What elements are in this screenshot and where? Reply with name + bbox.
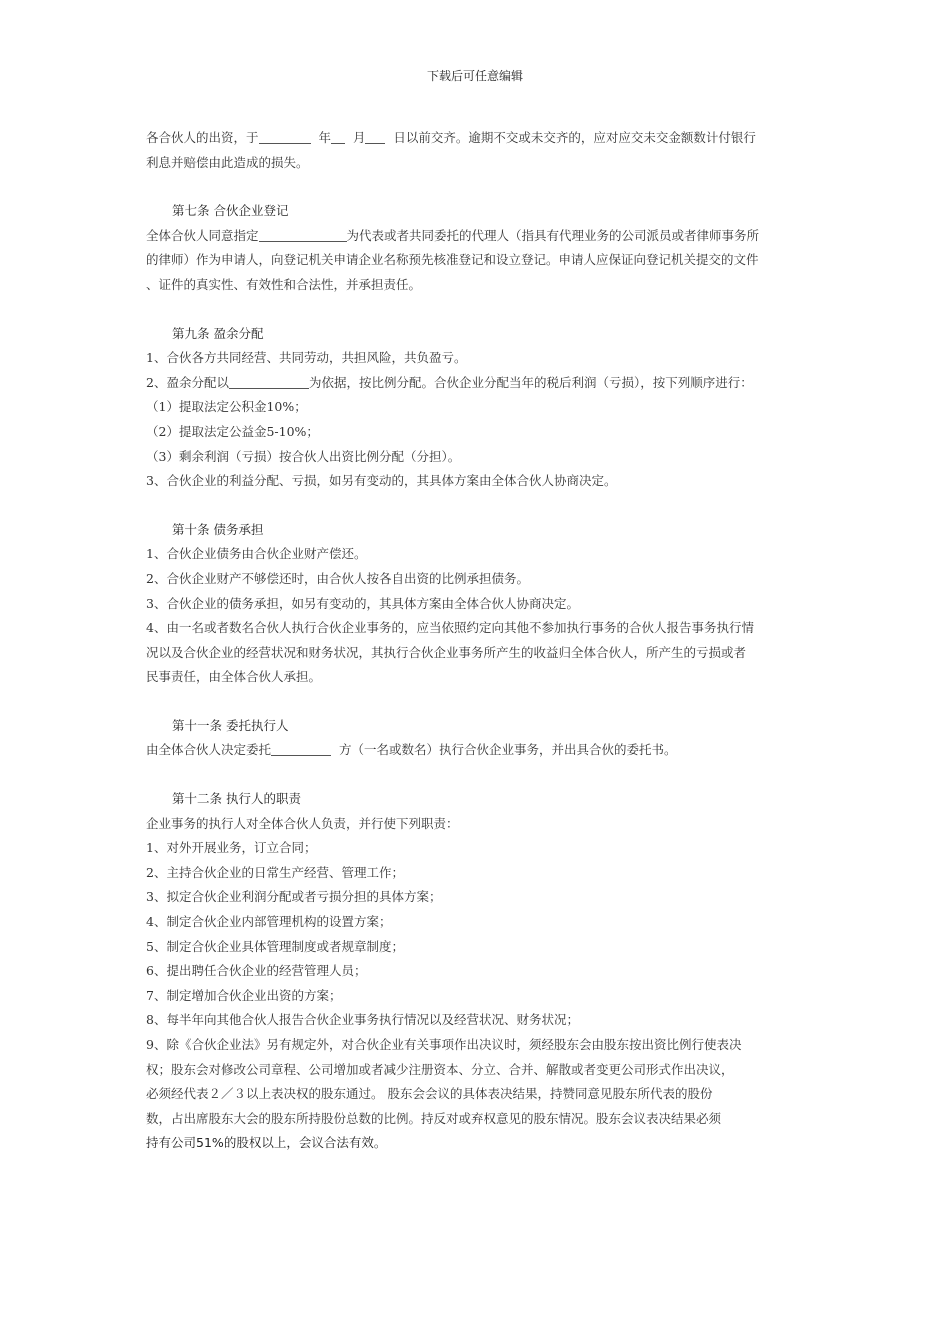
- paragraph-line: 、证件的真实性、有效性和合法性，并承担责任。: [146, 276, 422, 292]
- text-span: 年: [318, 130, 331, 145]
- text-span: 全体合伙人同意指定: [146, 227, 259, 243]
- paragraph-line: 企业事务的执行人对全体合伙人负责，并行使下列职责：: [146, 815, 459, 831]
- text-span: 的股权以上，会议合法有效。: [223, 1135, 387, 1151]
- paragraph-line: 必须经代表２／３以上表决权的股东通过。 股东会会议的具体表决结果，持赞同意见股东所代表的股份: [146, 1086, 713, 1102]
- section-heading: 第十一条 委托执行人: [172, 717, 289, 733]
- paragraph-line: [146, 371, 810, 396]
- section-heading: 第十二条 执行人的职责: [172, 791, 301, 807]
- list-item: 3、拟定合伙企业利润分配或者亏损分担的具体方案；: [146, 889, 442, 905]
- text-span: 2、盈余分配以: [146, 374, 229, 390]
- paragraph-line: 3、合伙企业的利益分配、亏损，如另有变动的，其具体方案由全体合伙人协商决定。: [146, 473, 617, 489]
- paragraph-line: [146, 126, 810, 151]
- section-12: [146, 787, 810, 1156]
- paragraph-line: 4、由一名或者数名合伙人执行合伙企业事务的，应当依照约定向其他不参加执行事务的合伙人报告事务执行情: [146, 620, 754, 636]
- section-11: [146, 714, 810, 763]
- text-span: 为代表或者共同委托的代理人（指具有代理业务的公司派员或者律师事务所: [346, 227, 760, 243]
- list-item: 5、制定合伙企业具体管理制度或者规章制度；: [146, 938, 404, 954]
- text-span: 为依据，按比例分配。合伙企业分配当年的税后利润（亏损），按下列顺序进行：: [308, 374, 753, 390]
- text-span: 由全体合伙人决定委托: [146, 742, 272, 758]
- section-10: [146, 518, 810, 690]
- text-span: 方（一名或数名）执行合伙企业事务，并出具合伙的委托书。: [338, 742, 677, 758]
- list-item: 2、主持合伙企业的日常生产经营、管理工作；: [146, 864, 404, 880]
- paragraph-line: 权；股东会对修改公司章程、公司增加或者减少注册资本、分立、合并、解散或者变更公司形式作出决议，: [146, 1061, 734, 1077]
- text-span: 日以前交齐。逾期不交或未交齐的，应对应交未交金额数计付银行: [393, 130, 756, 145]
- blank-line: [331, 128, 345, 144]
- document-body: [146, 126, 810, 1156]
- paragraph-line: 利息并赔偿由此造成的损失。: [146, 154, 309, 170]
- section-contribution: [146, 126, 810, 175]
- blank-line: [271, 740, 331, 756]
- paragraph-line: [146, 738, 810, 763]
- paragraph-line: 数，占出席股东大会的股东所持股份总数的比例。持反对或弃权意见的股东情况。股东会议表决结果必须: [146, 1110, 722, 1126]
- list-item: 7、制定增加合伙企业出资的方案；: [146, 987, 342, 1003]
- section-9: [146, 322, 810, 494]
- paragraph-line: （3）剩余利润（亏损）按合伙人出资比例分配（分担）。: [146, 448, 461, 464]
- paragraph-line: （1）提取法定公积金10%；: [146, 399, 307, 415]
- text-span: 月: [352, 130, 366, 145]
- percentage-value: 51%: [196, 1135, 224, 1151]
- list-item: 1、对外开展业务，订立合同；: [146, 840, 317, 856]
- list-item: 8、每半年向其他合伙人报告合伙企业事务执行情况以及经营状况、财务状况；: [146, 1012, 579, 1028]
- blank-line: [259, 226, 347, 242]
- list-item: 6、提出聘任合伙企业的经营管理人员；: [146, 963, 367, 979]
- paragraph-line: 况以及合伙企业的经营状况和财务状况，其执行合伙企业事务所产生的收益归全体合伙人，所产生的亏损或者: [146, 644, 747, 660]
- blank-line: [229, 373, 309, 389]
- section-heading: 第十条 债务承担: [172, 521, 264, 537]
- paragraph-line: [146, 224, 810, 249]
- section-heading: 第七条 合伙企业登记: [172, 203, 289, 219]
- list-item: 4、制定合伙企业内部管理机构的设置方案；: [146, 914, 392, 930]
- list-item: 9、除《合伙企业法》另有规定外，对合伙企业有关事项作出决议时，须经股东会由股东按出资比例行使表决: [146, 1037, 742, 1052]
- blank-line: [365, 128, 385, 144]
- text-span: 持有公司: [146, 1135, 197, 1151]
- paragraph-line: [146, 1131, 810, 1156]
- section-heading: 第九条 盈余分配: [172, 325, 264, 341]
- paragraph-line: 2、合伙企业财产不够偿还时，由合伙人按各自出资的比例承担债务。: [146, 570, 529, 586]
- paragraph-line: 3、合伙企业的债务承担，如另有变动的，其具体方案由全体合伙人协商决定。: [146, 595, 579, 611]
- section-7: [146, 199, 810, 297]
- paragraph-line: （2）提取法定公益金5-10%；: [146, 423, 319, 439]
- paragraph-line: 1、合伙各方共同经营、共同劳动，共担风险，共负盈亏。: [146, 350, 467, 366]
- text-span: 各合伙人的出资，于: [146, 130, 259, 145]
- page-header: 下载后可任意编辑: [426, 69, 523, 83]
- blank-line: [259, 128, 311, 144]
- paragraph-line: 1、合伙企业债务由合伙企业财产偿还。: [146, 546, 367, 562]
- paragraph-line: 民事责任，由全体合伙人承担。: [146, 669, 322, 685]
- paragraph-line: 的律师）作为申请人，向登记机关申请企业名称预先核准登记和设立登记。申请人应保证向登记机关提交的文件: [146, 252, 759, 268]
